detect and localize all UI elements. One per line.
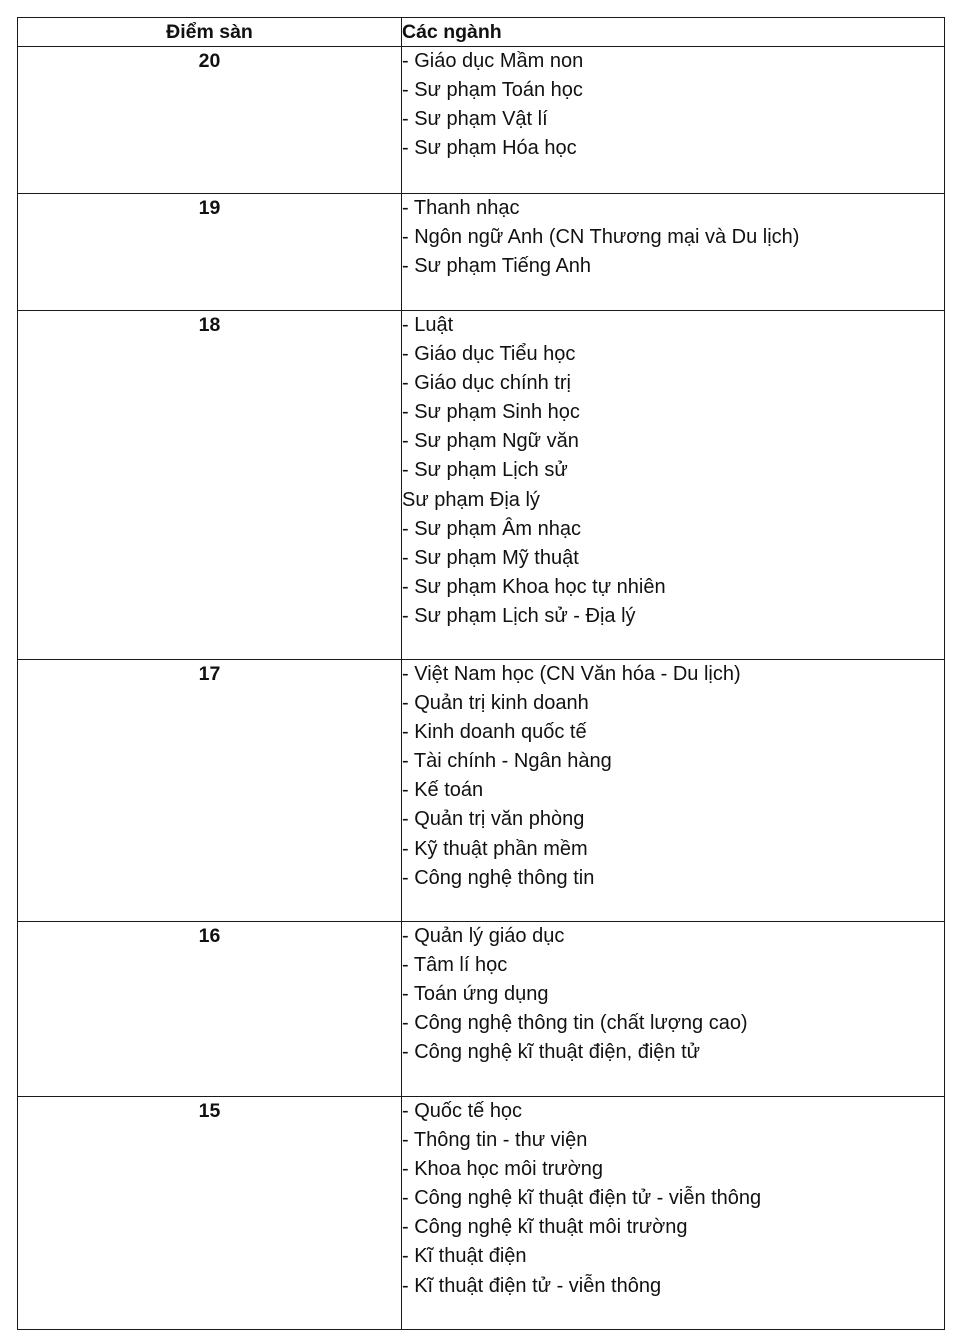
score-cell: 18 [18, 311, 402, 660]
major-item: - Giáo dục Mầm non [402, 50, 584, 72]
major-item: - Ngôn ngữ Anh (CN Thương mại và Du lịch) [402, 226, 800, 249]
header-majors: Các ngành [402, 18, 945, 47]
major-item: - Quản lý giáo dục [402, 925, 565, 947]
major-item: - Sư phạm Khoa học tự nhiên [402, 575, 666, 598]
major-item: - Toán ứng dụng [402, 983, 549, 1006]
major-item: - Sư phạm Hóa học [402, 137, 577, 160]
table-row [18, 660, 945, 922]
table-row [18, 1097, 945, 1330]
major-item: - Kĩ thuật điện tử - viễn thông [402, 1274, 662, 1297]
major-item: - Kỹ thuật phần mềm [402, 837, 588, 860]
table-row [18, 311, 945, 660]
major-item: - Sư phạm Vật lí [402, 108, 548, 131]
table-body [18, 47, 945, 1330]
major-item: - Sư phạm Lịch sử [402, 459, 568, 482]
major-item: - Sư phạm Tiếng Anh [402, 255, 592, 278]
majors-cell [402, 660, 945, 922]
major-item: - Tâm lí học [402, 954, 508, 977]
score-cell: 20 [18, 47, 402, 194]
major-item: - Sư phạm Âm nhạc [402, 517, 582, 540]
majors-cell [402, 47, 945, 194]
major-item: - Kĩ thuật điện [402, 1245, 527, 1268]
score-cell: 15 [18, 1097, 402, 1330]
majors-cell [402, 194, 945, 311]
major-item: - Công nghệ kĩ thuật điện, điện tử [402, 1041, 701, 1064]
major-item: - Kinh doanh quốc tế [402, 721, 587, 744]
major-item: - Quản trị văn phòng [402, 808, 585, 831]
major-item: - Giáo dục Tiểu học [402, 343, 576, 366]
major-item: - Quản trị kinh doanh [402, 692, 589, 715]
major-item: - Sư phạm Lịch sử - Địa lý [402, 604, 636, 627]
major-item: - Sư phạm Sinh học [402, 401, 580, 424]
major-item: - Giáo dục chính trị [402, 372, 571, 395]
majors-cell [402, 1097, 945, 1330]
header-score: Điểm sàn [18, 18, 402, 47]
table-row [18, 47, 945, 194]
major-item: - Thông tin - thư viện [402, 1129, 588, 1152]
major-item: - Sư phạm Mỹ thuật [402, 546, 579, 569]
score-cell: 19 [18, 194, 402, 311]
majors-cell [402, 922, 945, 1097]
score-cell: 17 [18, 660, 402, 922]
major-item: - Công nghệ thông tin [402, 866, 595, 889]
major-item: - Sư phạm Ngữ văn [402, 430, 579, 453]
major-item: - Tài chính - Ngân hàng [402, 750, 612, 773]
header-row [18, 18, 945, 47]
table-row [18, 922, 945, 1097]
major-item: - Công nghệ kĩ thuật môi trường [402, 1216, 688, 1239]
major-item: - Luật [402, 314, 454, 336]
major-item: - Quốc tế học [402, 1100, 523, 1122]
major-item: - Việt Nam học (CN Văn hóa - Du lịch) [402, 663, 741, 685]
major-item: - Khoa học môi trường [402, 1158, 604, 1181]
major-item: - Công nghệ thông tin (chất lượng cao) [402, 1012, 748, 1035]
score-cell: 16 [18, 922, 402, 1097]
major-item: - Công nghệ kĩ thuật điện tử - viễn thông [402, 1187, 762, 1210]
major-item: - Sư phạm Toán học [402, 79, 583, 102]
major-item: Sư phạm Địa lý [402, 488, 540, 511]
table-row [18, 194, 945, 311]
document-page [17, 17, 944, 1330]
majors-cell [402, 311, 945, 660]
admission-score-table [17, 17, 945, 1330]
major-item: - Thanh nhạc [402, 197, 520, 219]
major-item: - Kế toán [402, 779, 484, 802]
